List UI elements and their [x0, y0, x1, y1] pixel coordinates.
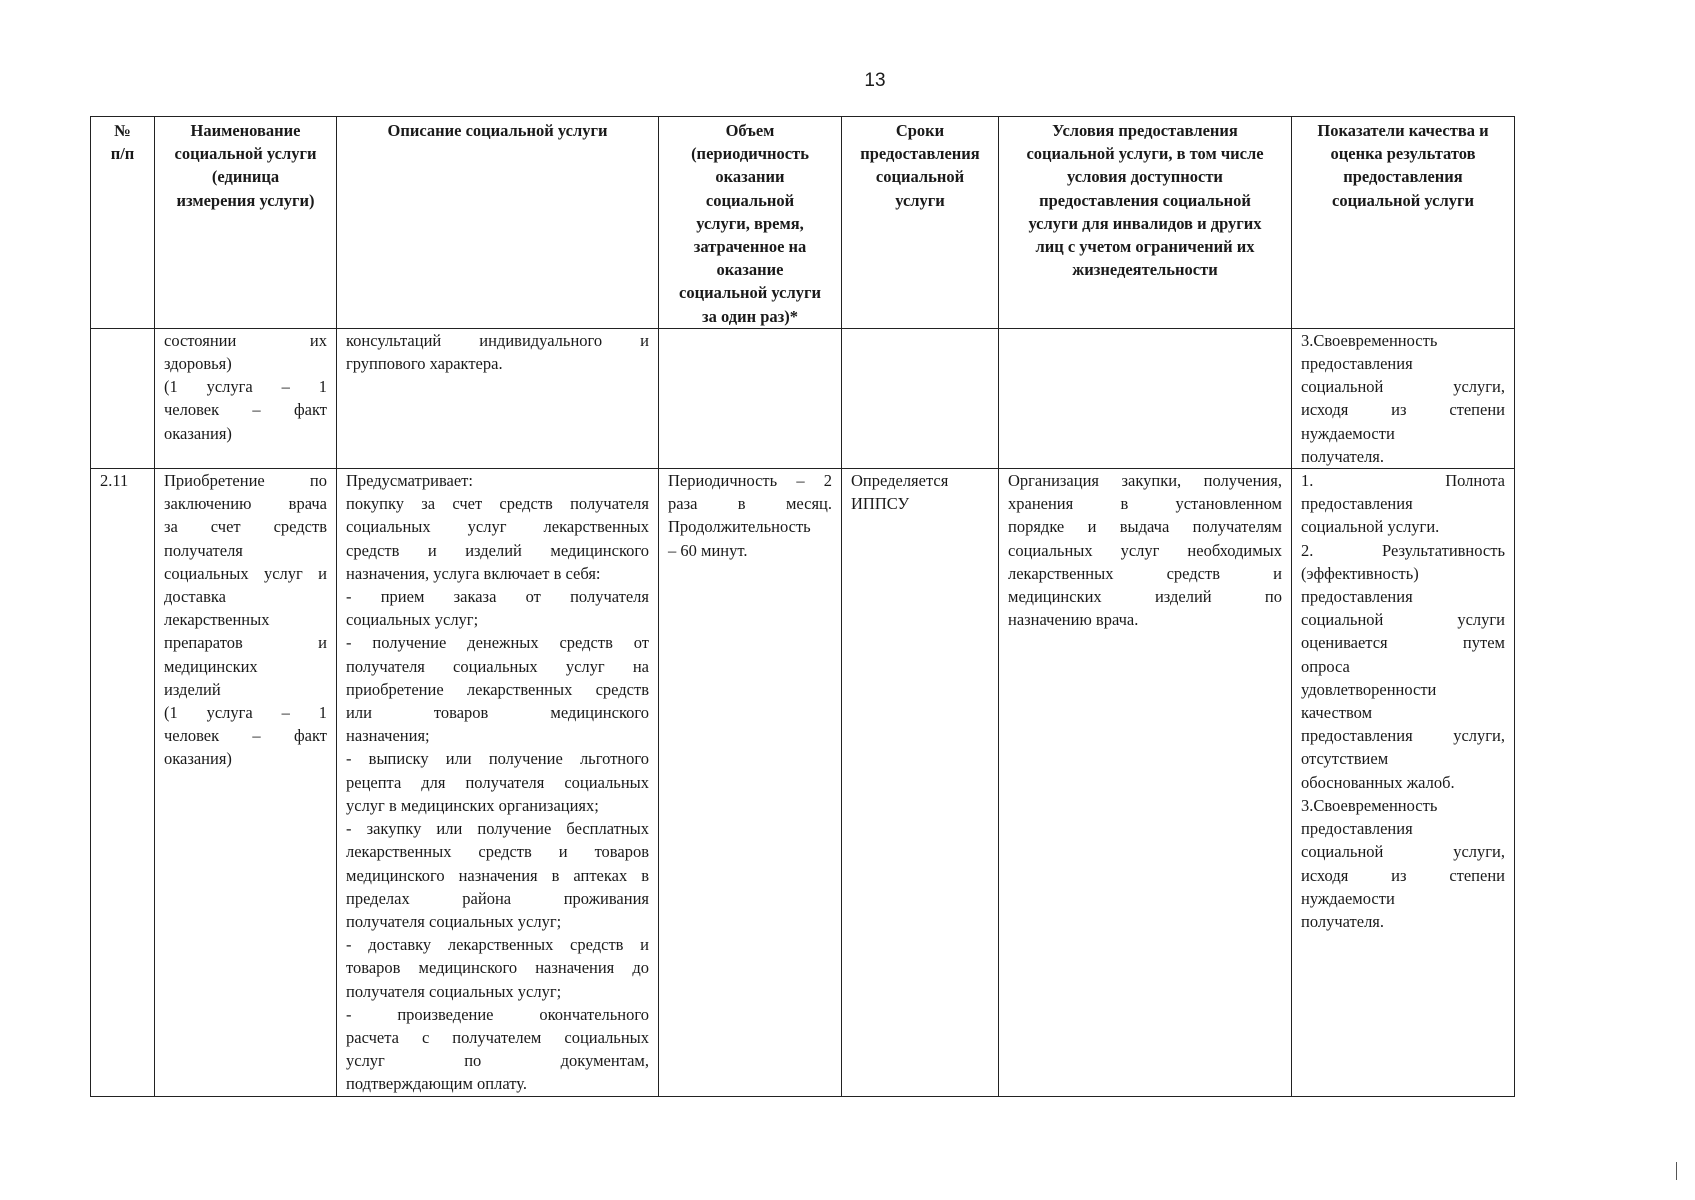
- header-line: Описание социальной услуги: [387, 121, 608, 140]
- header-line: Условия предоставления: [1052, 121, 1238, 140]
- cell-line: оказания): [164, 749, 232, 769]
- cell-line: заключению врача: [164, 494, 327, 514]
- header-line: социальной услуги: [174, 144, 317, 164]
- header-line: жизнедеятельности: [1072, 260, 1218, 280]
- header-line: предоставления социальной: [1039, 190, 1251, 210]
- cell-line: - произведение окончательного: [346, 1004, 649, 1024]
- cell-line: покупку за счет средств получателя: [346, 494, 649, 514]
- cell-quality: [1292, 469, 1515, 1097]
- header-cell-volume: [659, 117, 842, 329]
- header-line: социальной услуги, в том числе: [1026, 144, 1264, 164]
- header-line: условия доступности: [1067, 167, 1223, 187]
- header-line: (единица: [211, 167, 280, 187]
- cell-line: расчета с получателем социальных: [346, 1027, 649, 1047]
- scan-mark: [1676, 1162, 1677, 1180]
- header-line: предоставления: [860, 144, 980, 164]
- header-cell-term: [842, 117, 999, 329]
- cell-line: лекарственных средств и товаров: [346, 842, 649, 862]
- cell-name: [155, 328, 337, 468]
- cell-line: состоянии их: [164, 330, 327, 350]
- cell-line: 2. Результативность: [1301, 540, 1505, 560]
- cell-line: лекарственных средств и: [1008, 563, 1282, 583]
- cell-line: предоставления: [1301, 587, 1413, 607]
- cell-line: удовлетворенности: [1301, 679, 1437, 699]
- cell-line: нуждаемости: [1301, 423, 1395, 443]
- header-line: услуги: [895, 190, 945, 210]
- header-line: измерения услуги): [176, 190, 315, 210]
- header-lines: [100, 119, 145, 165]
- header-line: социальной услуги: [1332, 190, 1474, 210]
- cell-line: назначению врача.: [1008, 610, 1139, 630]
- cell-term: [842, 328, 999, 468]
- header-line: услуги для инвалидов и других: [1028, 213, 1262, 233]
- cell-line: Продолжительность: [668, 517, 811, 537]
- header-lines: [1301, 119, 1505, 212]
- cell-line: медицинских: [164, 656, 258, 676]
- cell-line: - доставку лекарственных средств и: [346, 935, 649, 955]
- table-row: [91, 469, 1515, 1097]
- cell-term: [842, 469, 999, 1097]
- header-line: социальной: [875, 167, 965, 187]
- header-line: затраченное на: [693, 237, 807, 257]
- cell-line: доставка: [164, 587, 226, 607]
- cell-line: опроса: [1301, 656, 1350, 676]
- cell-line: 2.11: [100, 471, 129, 491]
- cell-line: услуг в медицинских организациях;: [346, 795, 599, 815]
- cell-line: Периодичность – 2: [668, 471, 832, 491]
- cell-line: предоставления: [1301, 494, 1413, 514]
- cell-num: [91, 328, 155, 468]
- cell-line: нуждаемости: [1301, 888, 1395, 908]
- cell-line: социальной услуги,: [1301, 377, 1505, 397]
- cell-line: социальных услуг необходимых: [1008, 540, 1282, 560]
- header-cell-conditions: [999, 117, 1292, 329]
- cell-line: (1 услуга – 1: [164, 703, 327, 723]
- cell-line: социальной услуги.: [1301, 517, 1440, 537]
- cell-line: обоснованных жалоб.: [1301, 772, 1455, 792]
- cell-line: хранения в установленном: [1008, 494, 1282, 514]
- cell-line: оказания): [164, 423, 232, 443]
- cell-line: предоставления: [1301, 354, 1413, 374]
- cell-line: Предусматривает:: [346, 471, 473, 491]
- cell-line: изделий: [164, 679, 221, 699]
- header-lines: [668, 119, 832, 328]
- cell-line: предоставления услуги,: [1301, 726, 1505, 746]
- cell-line: - получение денежных средств от: [346, 633, 649, 653]
- cell-line: раза в месяц.: [668, 494, 832, 514]
- cell-line: назначения, услуга включает в себя:: [346, 563, 601, 583]
- page-number: 13: [864, 70, 886, 91]
- cell-line: или товаров медицинского: [346, 703, 649, 723]
- cell-line: медицинского назначения в аптеках в: [346, 865, 649, 885]
- cell-line: (1 услуга – 1: [164, 377, 327, 397]
- cell-line: исходя из степени: [1301, 865, 1505, 885]
- cell-description: [337, 469, 659, 1097]
- header-line: услуги, время,: [696, 213, 804, 233]
- cell-line: получателя социальных услуг;: [346, 911, 562, 931]
- cell-line: группового характера.: [346, 354, 503, 374]
- cell-conditions: [999, 469, 1292, 1097]
- header-line: п/п: [110, 144, 135, 164]
- cell-line: человек – факт: [164, 726, 327, 746]
- header-lines: [164, 119, 327, 212]
- cell-line: исходя из степени: [1301, 400, 1505, 420]
- header-line: Объем: [725, 121, 775, 140]
- cell-line: получателя.: [1301, 446, 1385, 466]
- cell-line: – 60 минут.: [668, 540, 748, 560]
- cell-line: - закупку или получение бесплатных: [346, 819, 649, 839]
- cell-line: получателя: [164, 540, 243, 560]
- cell-line: средств и изделий медицинского: [346, 540, 649, 560]
- cell-line: консультаций индивидуального и: [346, 330, 649, 350]
- header-line: оказании: [715, 167, 785, 187]
- header-line: социальной: [705, 190, 795, 210]
- header-line: Сроки: [895, 121, 945, 140]
- cell-conditions: [999, 328, 1292, 468]
- header-line: (периодичность: [691, 144, 809, 164]
- cell-line: получателя.: [1301, 911, 1385, 931]
- header-line: №: [114, 121, 131, 140]
- cell-line: оценивается путем: [1301, 633, 1505, 653]
- cell-line: социальных услуг лекарственных: [346, 517, 649, 537]
- header-cell-quality: [1292, 117, 1515, 329]
- header-line: социальной услуги: [679, 283, 821, 303]
- cell-quality: [1292, 328, 1515, 468]
- cell-line: рецепта для получателя социальных: [346, 772, 649, 792]
- cell-line: порядке и выдача получателям: [1008, 517, 1282, 537]
- cell-line: препаратов и: [164, 633, 327, 653]
- table-header-row: [91, 117, 1515, 329]
- header-line: Показатели качества и: [1317, 121, 1489, 140]
- header-line: оказание: [716, 260, 784, 280]
- header-cell-num: [91, 117, 155, 329]
- cell-name: [155, 469, 337, 1097]
- header-lines: [1008, 119, 1282, 281]
- cell-line: услуг по документам,: [346, 1051, 649, 1071]
- cell-description: [337, 328, 659, 468]
- cell-line: Организация закупки, получения,: [1008, 471, 1282, 491]
- cell-line: пределах района проживания: [346, 888, 649, 908]
- header-line: оценка результатов: [1330, 144, 1476, 164]
- cell-line: лекарственных: [164, 610, 270, 630]
- header-line: предоставления: [1343, 167, 1463, 187]
- cell-line: здоровья): [164, 354, 232, 374]
- header-cell-name: [155, 117, 337, 329]
- cell-line: за счет средств: [164, 517, 327, 537]
- cell-line: получателя социальных услуг;: [346, 981, 562, 1001]
- cell-line: Определяется: [851, 471, 949, 491]
- header-line: лиц с учетом ограничений их: [1035, 237, 1255, 257]
- header-line: Наименование: [190, 121, 301, 140]
- table-row: [91, 328, 1515, 468]
- cell-line: - выписку или получение льготного: [346, 749, 649, 769]
- header-cell-description: [337, 117, 659, 329]
- cell-line: ИППСУ: [851, 494, 910, 514]
- cell-line: товаров медицинского назначения до: [346, 958, 649, 978]
- cell-num: [91, 469, 155, 1097]
- cell-line: 1. Полнота: [1301, 471, 1505, 491]
- cell-volume: [659, 469, 842, 1097]
- cell-line: предоставления: [1301, 819, 1413, 839]
- cell-line: человек – факт: [164, 400, 327, 420]
- cell-volume: [659, 328, 842, 468]
- cell-line: качеством: [1301, 703, 1373, 723]
- cell-line: социальной услуги: [1301, 610, 1505, 630]
- cell-line: - прием заказа от получателя: [346, 587, 649, 607]
- cell-line: получателя социальных услуг на: [346, 656, 649, 676]
- cell-line: назначения;: [346, 726, 430, 746]
- header-lines: [346, 119, 649, 142]
- cell-line: социальных услуг и: [164, 563, 327, 583]
- cell-line: Приобретение по: [164, 471, 327, 491]
- cell-line: подтверждающим оплату.: [346, 1074, 527, 1094]
- cell-line: 3.Своевременность: [1301, 795, 1438, 815]
- cell-line: отсутствием: [1301, 749, 1389, 769]
- cell-line: социальных услуг;: [346, 610, 479, 630]
- services-table: [90, 116, 1515, 1097]
- cell-line: 3.Своевременность: [1301, 330, 1438, 350]
- cell-line: приобретение лекарственных средств: [346, 679, 649, 699]
- header-lines: [851, 119, 989, 212]
- cell-line: социальной услуги,: [1301, 842, 1505, 862]
- cell-line: медицинских изделий по: [1008, 587, 1282, 607]
- cell-line: (эффективность): [1301, 563, 1419, 583]
- header-line: за один раз)*: [701, 306, 799, 326]
